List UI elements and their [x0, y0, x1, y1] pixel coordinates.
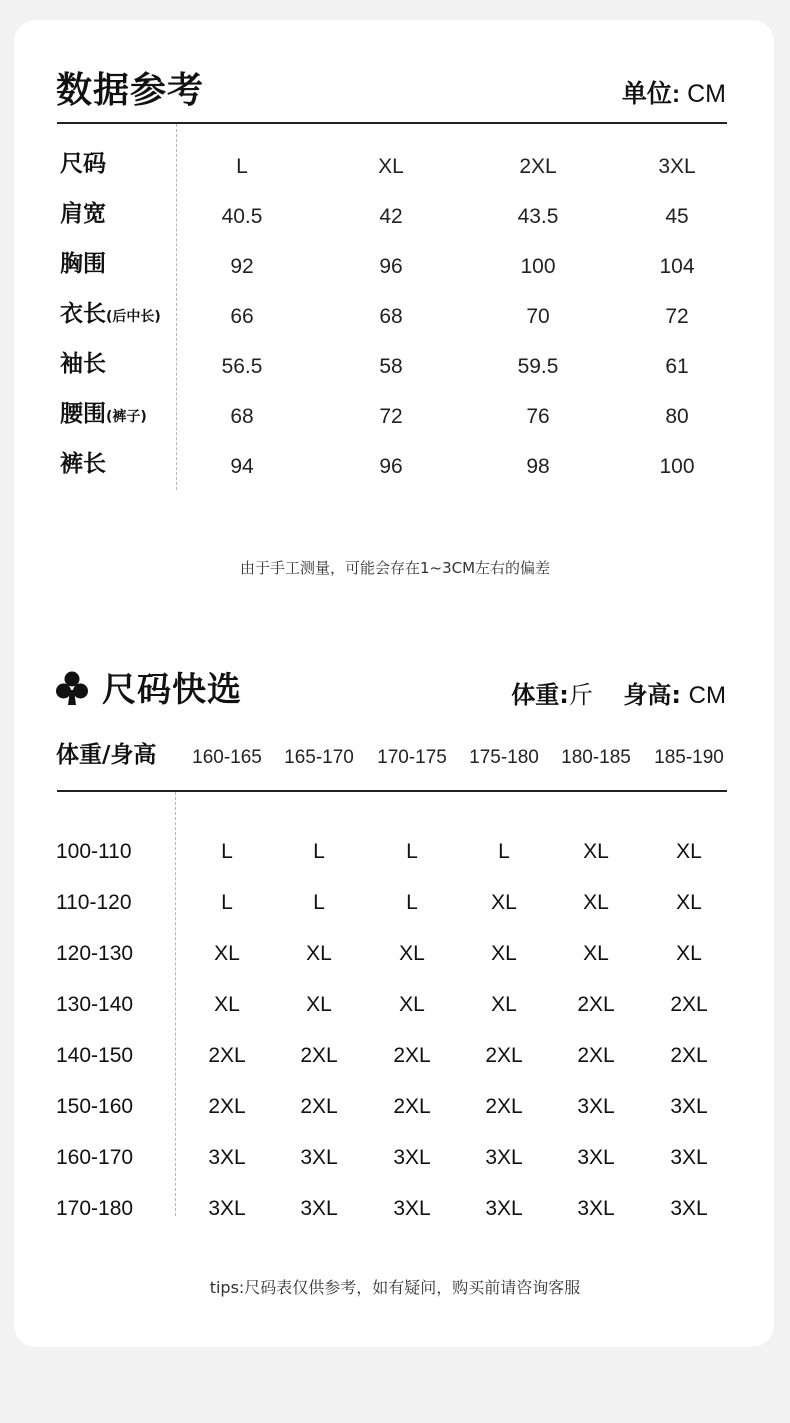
recommended-size-cell: XL [214, 942, 240, 965]
size-cell: 100 [520, 255, 556, 278]
recommended-size-cell: XL [306, 942, 332, 965]
recommended-size-cell: XL [676, 942, 702, 965]
recommended-size-cell: 2XL [485, 1095, 523, 1118]
size-cell: 40.5 [221, 205, 263, 228]
height-column-header: 160-165 [192, 747, 262, 768]
measurement-note: 由于手工测量，可能会存在1~3CM左右的偏差 [239, 559, 551, 577]
weight-row-label: 110-120 [56, 891, 132, 914]
recommended-size-cell: 2XL [393, 1095, 431, 1118]
size-row-label-text: 袖长 [60, 351, 106, 377]
recommended-size-cell: XL [491, 993, 517, 1016]
recommended-size-cell: L [221, 840, 233, 863]
size-row-label-text: 肩宽 [60, 201, 106, 227]
recommended-size-cell: L [313, 840, 325, 863]
size-cell: 96 [379, 455, 403, 478]
recommended-size-cell: 2XL [577, 1044, 615, 1067]
recommended-size-cell: L [406, 840, 418, 863]
quick-pick-units [511, 680, 726, 711]
height-column-header: 185-190 [654, 747, 724, 768]
size-cell: XL [378, 155, 404, 178]
height-column-header: 175-180 [469, 747, 539, 768]
size-cell: 43.5 [517, 205, 559, 228]
weight-unit-label: 体重: [511, 681, 569, 709]
weight-row-label: 130-140 [56, 993, 134, 1016]
recommended-size-cell: 3XL [208, 1146, 246, 1169]
recommended-size-cell: 2XL [485, 1044, 523, 1067]
size-cell: 2XL [519, 155, 557, 178]
weight-row-label: 120-130 [56, 942, 134, 965]
recommended-size-cell: XL [676, 891, 702, 914]
recommended-size-cell: 2XL [670, 1044, 708, 1067]
size-cell: 58 [379, 355, 403, 378]
size-cell: 68 [230, 405, 254, 428]
height-column-header: 170-175 [377, 747, 447, 768]
recommended-size-cell: 3XL [485, 1197, 523, 1220]
quick-pick-title: 尺码快选 [102, 670, 242, 710]
recommended-size-cell: 2XL [208, 1095, 246, 1118]
weight-row-label: 150-160 [56, 1095, 134, 1118]
recommended-size-cell: 2XL [670, 993, 708, 1016]
size-row-label [60, 449, 106, 479]
size-row-label-text: 尺码 [60, 151, 106, 177]
recommended-size-cell: 2XL [577, 993, 615, 1016]
size-cell: 59.5 [517, 355, 559, 378]
recommended-size-cell: XL [214, 993, 240, 1016]
weight-height-corner-label: 体重/身高 [56, 742, 157, 768]
size-row-label [60, 299, 161, 332]
size-cell: 72 [665, 305, 689, 328]
weight-row-label: 140-150 [56, 1044, 134, 1067]
weight-row-label: 170-180 [56, 1197, 134, 1220]
size-row-label-note: (后中长) [106, 309, 161, 325]
size-cell: 45 [665, 205, 689, 228]
recommended-size-cell: XL [491, 891, 517, 914]
weight-row-label: 100-110 [56, 840, 132, 863]
size-chart-title: 数据参考 [56, 70, 205, 111]
size-row-label-note: (裤子) [106, 409, 147, 425]
size-chart-header-rule [57, 122, 727, 124]
size-chart-unit [622, 78, 726, 110]
recommended-size-cell: 2XL [300, 1095, 338, 1118]
size-cell: 68 [379, 305, 403, 328]
recommended-size-cell: XL [399, 942, 425, 965]
recommended-size-cell: XL [583, 891, 609, 914]
quick-pick-header-rule [57, 790, 727, 792]
weight-row-label: 160-170 [56, 1146, 134, 1169]
size-row-label-text: 胸围 [60, 251, 106, 277]
recommended-size-cell: L [313, 891, 325, 914]
recommended-size-cell: 3XL [393, 1146, 431, 1169]
size-row-label-text: 腰围 [60, 401, 106, 427]
recommended-size-cell: XL [583, 840, 609, 863]
recommended-size-cell: 3XL [485, 1146, 523, 1169]
recommended-size-cell: XL [491, 942, 517, 965]
size-cell: 92 [230, 255, 254, 278]
recommended-size-cell: 2XL [300, 1044, 338, 1067]
recommended-size-cell: 3XL [670, 1146, 708, 1169]
size-row-label [60, 199, 106, 229]
size-cell: 96 [379, 255, 403, 278]
size-cell: 56.5 [221, 355, 263, 378]
size-row-label [60, 249, 106, 279]
size-cell: 3XL [658, 155, 696, 178]
size-row-label [60, 349, 106, 379]
size-row-label [60, 399, 147, 432]
recommended-size-cell: XL [583, 942, 609, 965]
height-column-header: 180-185 [561, 747, 631, 768]
size-cell: 76 [526, 405, 550, 428]
quick-pick-column-divider [175, 792, 176, 1216]
size-cell: 98 [526, 455, 550, 478]
size-row-label-text: 裤长 [60, 451, 106, 477]
size-row-label [60, 149, 106, 179]
recommended-size-cell: 3XL [300, 1146, 338, 1169]
height-column-header: 165-170 [284, 747, 354, 768]
recommended-size-cell: XL [399, 993, 425, 1016]
size-cell: 66 [230, 305, 254, 328]
recommended-size-cell: 3XL [577, 1146, 615, 1169]
size-cell: 42 [379, 205, 403, 228]
recommended-size-cell: L [221, 891, 233, 914]
size-cell: 104 [659, 255, 695, 278]
recommended-size-cell: XL [306, 993, 332, 1016]
size-cell: 80 [665, 405, 689, 428]
unit-value: CM [687, 80, 726, 108]
recommended-size-cell: 3XL [670, 1197, 708, 1220]
height-unit-value: CM [688, 682, 726, 709]
recommended-size-cell: XL [676, 840, 702, 863]
recommended-size-cell: 3XL [670, 1095, 708, 1118]
recommended-size-cell: L [406, 891, 418, 914]
height-unit-label: 身高: [623, 681, 682, 709]
size-cell: 100 [659, 455, 695, 478]
size-cell: L [236, 155, 248, 178]
unit-label: 单位: [621, 80, 681, 108]
size-cell: 70 [526, 305, 550, 328]
weight-unit-value: 斤 [568, 681, 593, 709]
size-cell: 61 [665, 355, 689, 378]
recommended-size-cell: 2XL [393, 1044, 431, 1067]
size-row-label-text: 衣长 [60, 301, 106, 327]
size-chart-column-divider [176, 124, 177, 490]
recommended-size-cell: 3XL [577, 1095, 615, 1118]
club-icon [56, 670, 88, 710]
recommended-size-cell: 3XL [577, 1197, 615, 1220]
tips-note: tips:尺码表仅供参考，如有疑问，购买前请咨询客服 [209, 1278, 581, 1297]
recommended-size-cell: 3XL [300, 1197, 338, 1220]
recommended-size-cell: 3XL [208, 1197, 246, 1220]
size-cell: 72 [379, 405, 403, 428]
size-cell: 94 [230, 455, 254, 478]
recommended-size-cell: 2XL [208, 1044, 246, 1067]
recommended-size-cell: 3XL [393, 1197, 431, 1220]
recommended-size-cell: L [498, 840, 510, 863]
